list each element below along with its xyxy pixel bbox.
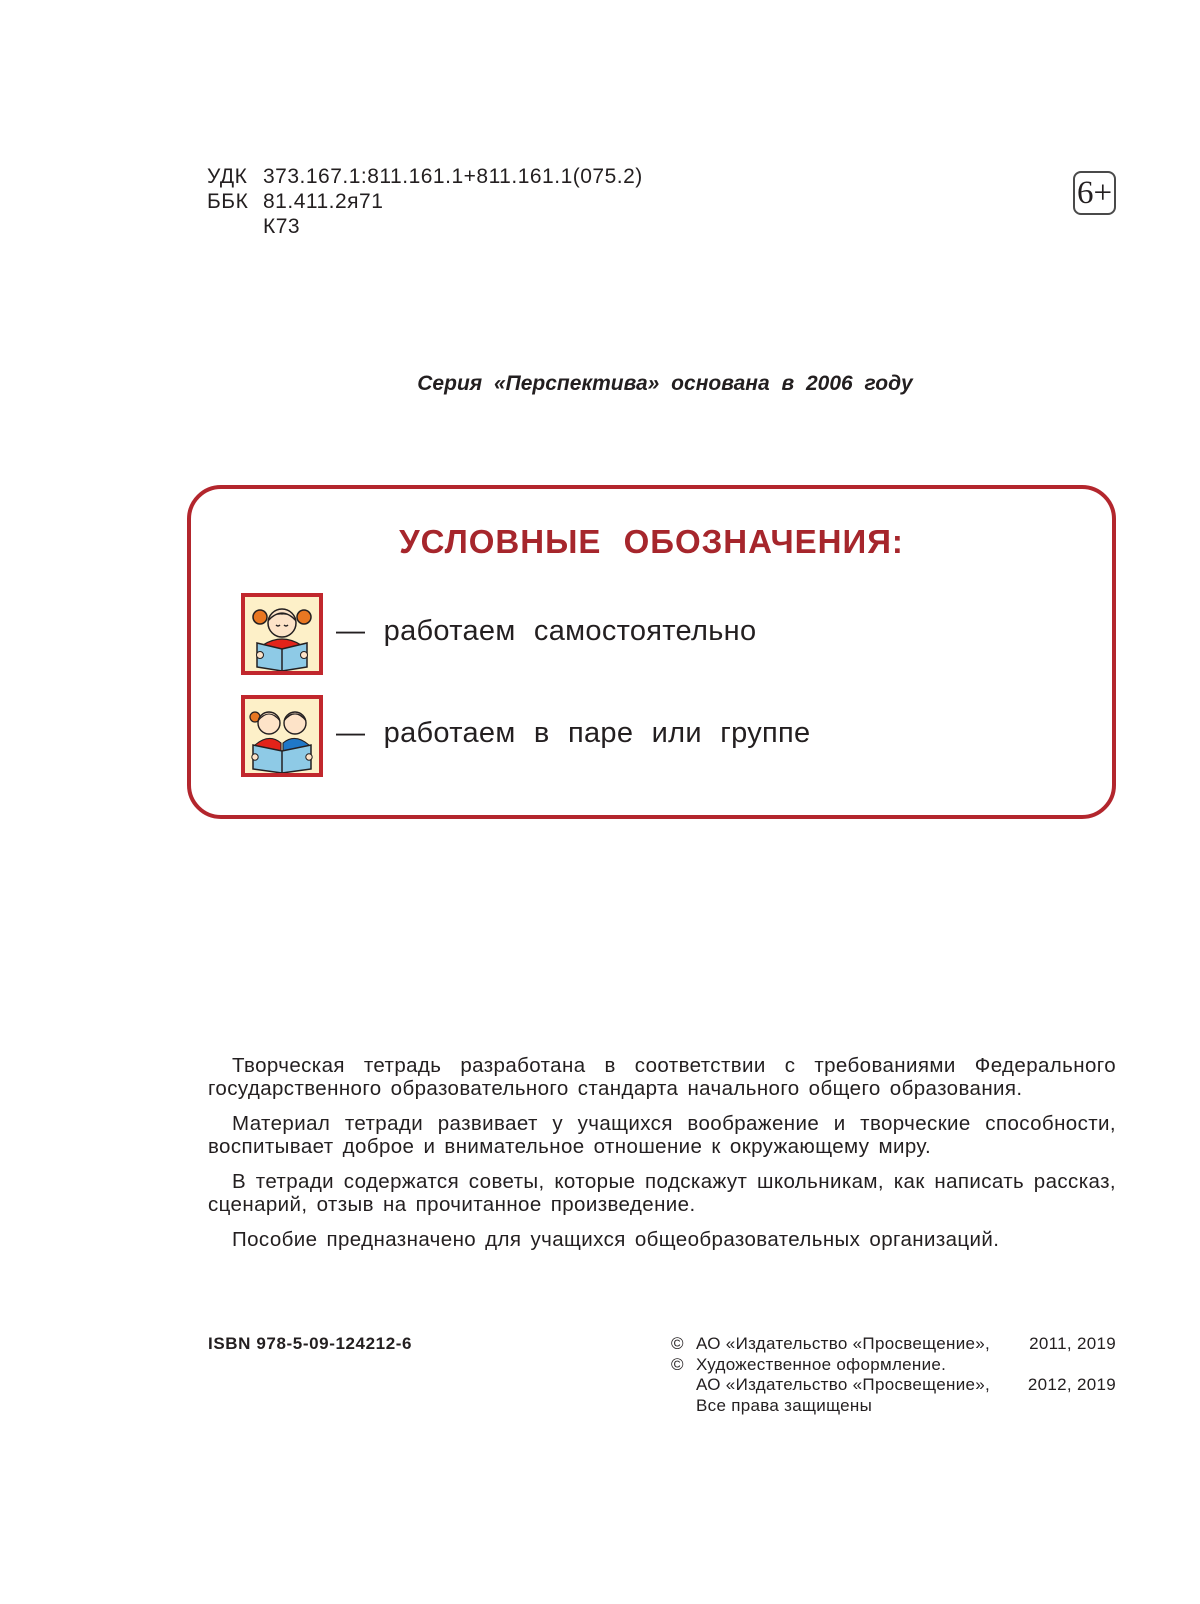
legend-title: УСЛОВНЫЕ ОБОЗНАЧЕНИЯ: [399, 523, 904, 560]
copyright-line: © Художественное оформление. [671, 1354, 947, 1374]
copyright-line: АО «Издательство «Просвещение», 2012, 2019 [696, 1375, 1116, 1394]
copyright-line: Все права защищены [696, 1395, 873, 1415]
bbk-value: 81.411.2я71 [263, 190, 384, 213]
legend-text-independent: — работаем самостоятельно [336, 615, 757, 647]
bbk-label: ББК [207, 190, 249, 213]
age-rating-badge: 6+ [1073, 171, 1116, 215]
description-paragraph: Творческая тетрадь разработана в соответствии с требованиями Федерального государственного образовательного стандарта начального общего образования. [208, 1054, 1116, 1100]
udk-label: УДК [207, 165, 248, 188]
description-paragraph: Пособие предназначено для учащихся общеобразовательных организаций. [232, 1228, 1000, 1251]
copyright-symbol: © [671, 1334, 684, 1353]
udk-value: 373.167.1:811.161.1+811.161.1(075.2) [263, 165, 643, 188]
isbn: ISBN 978-5-09-124212-6 [208, 1334, 413, 1353]
author-mark: К73 [263, 215, 301, 238]
legend-box [187, 485, 1116, 819]
kids-reading-together-icon [241, 695, 323, 777]
girl-reading-icon [241, 593, 323, 675]
copyright-block [671, 1334, 1116, 1416]
copyright-line: © АО «Издательство «Просвещение», 2011, 2019 [671, 1334, 1116, 1353]
series-line: Серия «Перспектива» основана в 2006 году [417, 372, 913, 395]
legend-text-group: — работаем в паре или группе [336, 717, 811, 749]
author-mark-line [207, 215, 300, 239]
description-paragraph: Материал тетради развивает у учащихся воображение и творческие способности, воспитывает доброе и внимательное отношение к окружающему миру. [208, 1112, 1116, 1158]
description-paragraph: В тетради содержатся советы, которые подскажут школьникам, как написать рассказ, сценарий, отзыв на прочитанное произведение. [208, 1170, 1116, 1216]
bbk-line [207, 190, 383, 214]
udk-line [207, 165, 643, 189]
copyright-symbol: © [671, 1354, 684, 1374]
